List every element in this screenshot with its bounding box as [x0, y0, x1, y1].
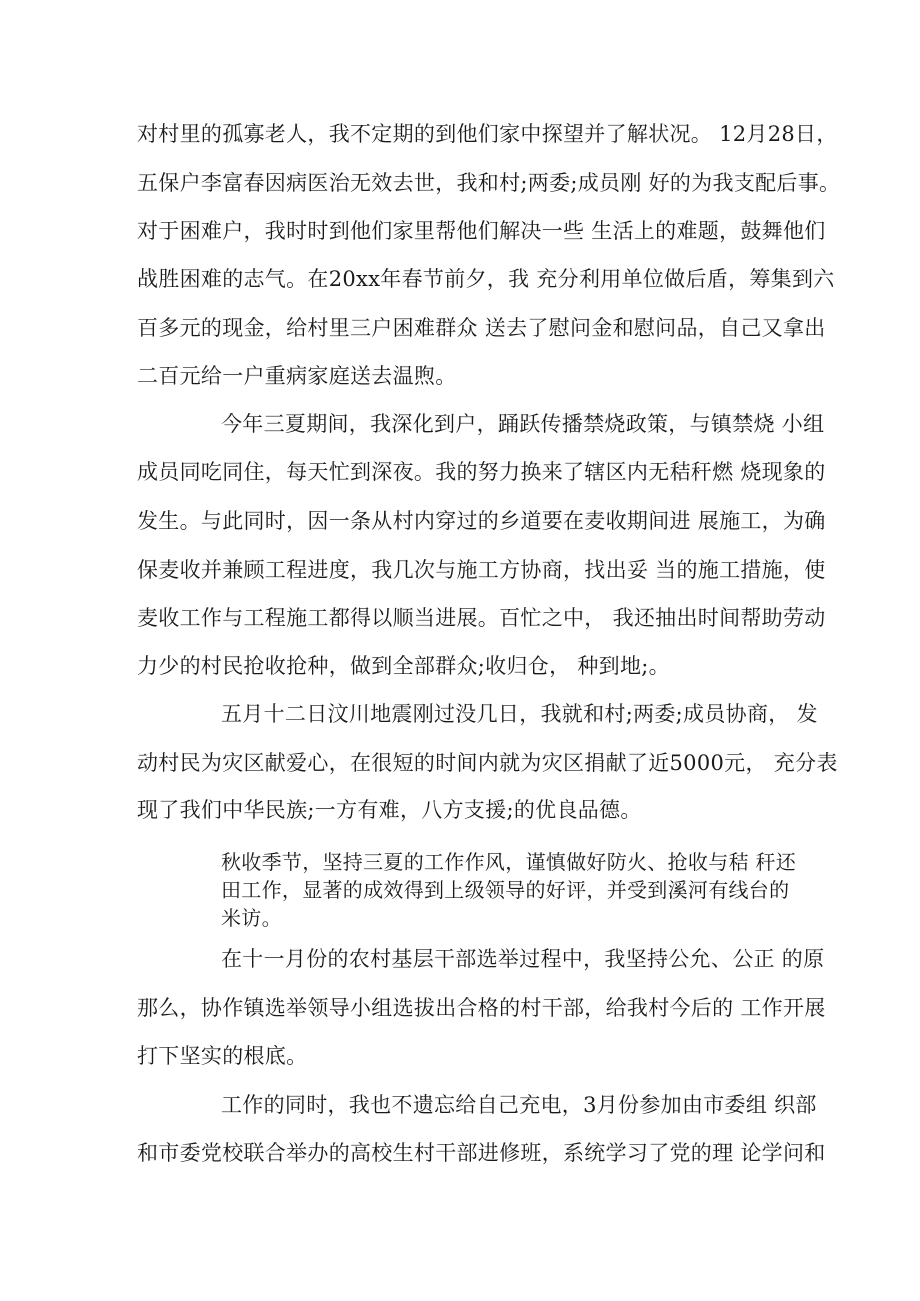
text-line: 五月十二日汶川地震刚过没几日，我就和村;两委;成员协商， 发	[221, 702, 818, 726]
text-line: 保麦收并兼顾工程进度，我几次与施工方协商，找出妥 当的施工措施，使	[137, 558, 826, 582]
text-line: 那么，协作镇选举领导小组选拔出合格的村干部，给我村今后的 工作开展	[137, 996, 826, 1020]
text-line: 米访。	[221, 906, 282, 930]
text-line: 在十一月份的农村基层干部选举过程中，我坚持公允、公正 的原	[221, 947, 825, 971]
text-line: 对村里的孤寡老人，我不定期的到他们家中探望并了解状况。 12月28日，	[137, 122, 838, 146]
text-line: 现了我们中华民族;一方有难，八方支援;的优良品德。	[137, 798, 642, 822]
text-line: 今年三夏期间，我深化到户，踊跃传播禁烧政策，与镇禁烧 小组	[221, 412, 825, 436]
text-line: 田工作，显著的成效得到上级领导的好评，并受到溪河有线台的	[221, 878, 790, 902]
text-line: 五保户李富春因病医治无效去世，我和村;两委;成员刚 好的为我支配后事。	[137, 171, 841, 195]
text-line: 工作的同时，我也不遗忘给自己充电，3月份参加由市委组 织部	[221, 1093, 817, 1117]
text-line: 成员同吃同住，每天忙到深夜。我的努力换来了辖区内无秸秆燃 烧现象的	[137, 460, 826, 484]
text-line: 战胜困难的志气。在20xx年春节前夕，我 充分利用单位做后盾，筹集到六	[137, 267, 835, 291]
text-line: 麦收工作与工程施工都得以顺当进展。百忙之中， 我还抽出时间帮助劳动	[137, 606, 826, 630]
text-line: 打下坚实的根底。	[137, 1044, 308, 1068]
text-line: 和市委党校联合举办的高校生村干部进修班，系统学习了党的理 论学问和	[137, 1141, 826, 1165]
text-line: 秋收季节，坚持三夏的工作作风，谨慎做好防火、抢收与秸 秆还	[221, 850, 797, 874]
text-line: 二百元给一户重病家庭送去温煦。	[137, 364, 457, 388]
text-line: 发生。与此同时，因一条从村内穿过的乡道要在麦收期间进 展施工，为确	[137, 509, 826, 533]
text-line: 对于困难户，我时时到他们家里帮他们解决一些 生活上的难题，鼓舞他们	[137, 219, 826, 243]
text-line: 百多元的现金，给村里三户困难群众 送去了慰问金和慰问品，自己又拿出	[137, 316, 826, 340]
text-line: 动村民为灾区献爱心，在很短的时间内就为灾区捐献了近5000元， 充分表	[137, 751, 838, 775]
text-line: 力少的村民抢收抢种，做到全部群众;收归仓， 种到地;。	[137, 654, 670, 678]
